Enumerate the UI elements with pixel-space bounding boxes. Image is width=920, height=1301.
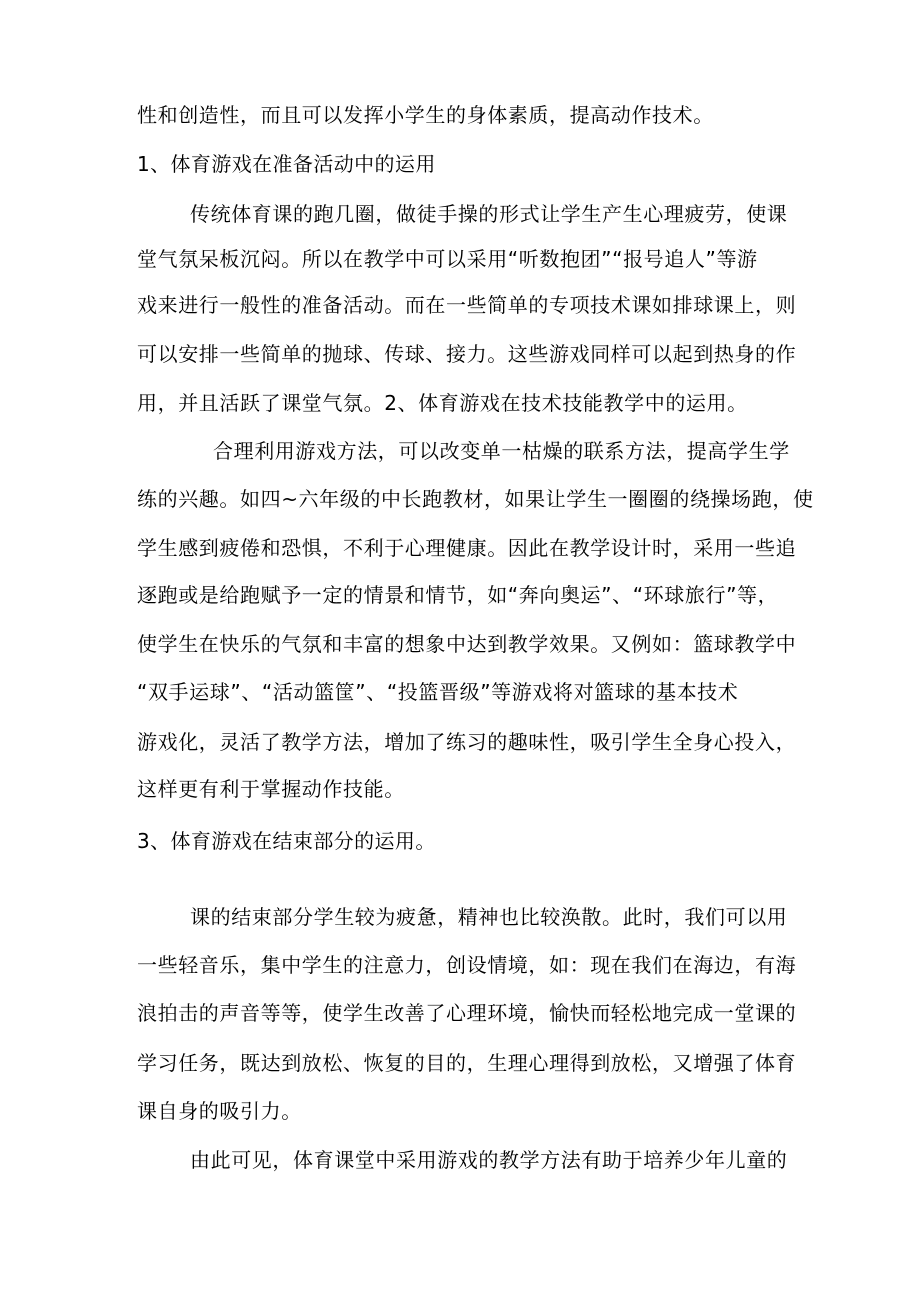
paragraph-start: 传统体育课的跑几圈，做徒手操的形式让学生产生心理疲劳，使课 bbox=[190, 202, 788, 226]
text-line: “双手运球”、“活动篮筐”、“投篮晋级”等游戏将对篮球的基本技术 bbox=[137, 680, 739, 704]
text-line: 性和创造性，而且可以发挥小学生的身体素质，提高动作技术。 bbox=[137, 103, 714, 127]
text-line: 浪拍击的声音等等，使学生改善了心理环境，愉快而轻松地完成一堂课的 bbox=[137, 1001, 797, 1025]
text-line: 一些轻音乐，集中学生的注意力，创设情境，如：现在我们在海边，有海 bbox=[137, 953, 797, 977]
section-heading-3: 3、体育游戏在结束部分的运用。 bbox=[137, 829, 436, 853]
text-line: 学习任务，既达到放松、恢复的目的，生理心理得到放松，又增强了体育 bbox=[137, 1051, 797, 1075]
text-line: 游戏化，灵活了教学方法，增加了练习的趣味性，吸引学生全身心投入， bbox=[137, 730, 797, 754]
text-line: 使学生在快乐的气氛和丰富的想象中达到教学效果。又例如：篮球教学中 bbox=[137, 632, 797, 656]
paragraph-start: 由此可见，体育课堂中采用游戏的教学方法有助于培养少年儿童的 bbox=[190, 1148, 788, 1172]
text-line: 用，并且活跃了课堂气氛。2、体育游戏在技术技能教学中的运用。 bbox=[137, 391, 748, 415]
text-line: 练的兴趣。如四~六年级的中长跑教材，如果让学生一圈圈的绕操场跑，使 bbox=[137, 487, 814, 511]
text-line: 逐跑或是给跑赋予一定的情景和情节，如“奔向奥运”、“环球旅行”等， bbox=[137, 583, 779, 607]
section-heading-1: 1、体育游戏在准备活动中的运用 bbox=[137, 152, 436, 176]
text-line: 戏来进行一般性的准备活动。而在一些简单的专项技术课如排球课上，则 bbox=[137, 293, 797, 317]
text-line: 课自身的吸引力。 bbox=[137, 1099, 302, 1123]
text-line: 这样更有利于掌握动作技能。 bbox=[137, 777, 405, 801]
paragraph-start: 课的结束部分学生较为疲惫，精神也比较涣散。此时，我们可以用 bbox=[190, 905, 788, 929]
text-line: 堂气氛呆板沉闷。所以在教学中可以采用“听数抱团”“报号追人”等游 bbox=[137, 247, 758, 271]
text-line: 学生感到疲倦和恐惧，不利于心理健康。因此在教学设计时，采用一些追 bbox=[137, 536, 797, 560]
text-line: 可以安排一些简单的抛球、传球、接力。这些游戏同样可以起到热身的作 bbox=[137, 342, 797, 366]
paragraph-start: 合理利用游戏方法，可以改变单一枯燥的联系方法，提高学生学 bbox=[213, 439, 790, 463]
